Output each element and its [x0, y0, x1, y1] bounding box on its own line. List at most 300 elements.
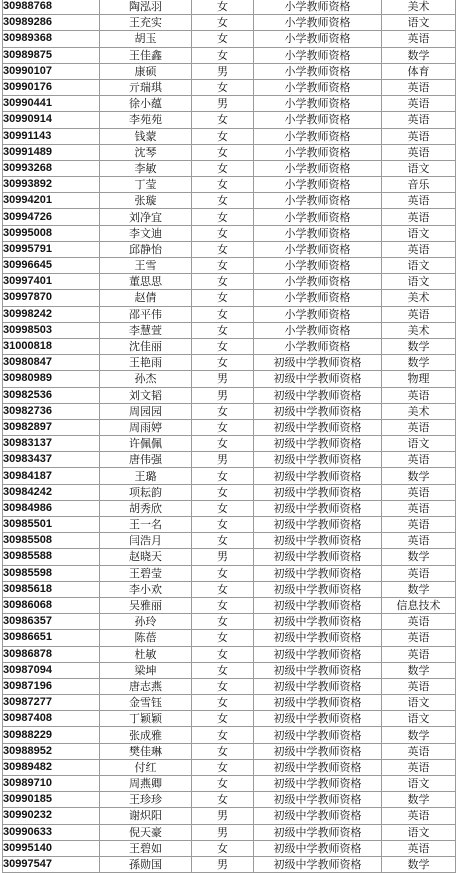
subject-cell: 英语 [382, 306, 456, 322]
table-row [3, 144, 456, 160]
certificate-type-cell: 小学教师资格 [254, 96, 382, 112]
table-row [3, 47, 456, 63]
candidate-id-cell: 30989710 [3, 776, 100, 792]
table-row [3, 160, 456, 176]
certificate-type-cell: 初级中学教师资格 [254, 355, 382, 371]
candidate-name-cell: 钱蒙 [100, 128, 192, 144]
candidate-name-cell: 张成雅 [100, 727, 192, 743]
candidate-name-cell: 王佳鑫 [100, 47, 192, 63]
table-row [3, 856, 456, 872]
gender-cell: 女 [192, 112, 254, 128]
candidate-name-cell: 唐伟强 [100, 452, 192, 468]
subject-cell: 英语 [382, 112, 456, 128]
candidate-id-cell: 30990232 [3, 808, 100, 824]
gender-cell: 女 [192, 678, 254, 694]
certificate-type-cell: 小学教师资格 [254, 306, 382, 322]
candidate-id-cell: 30989368 [3, 31, 100, 47]
certificate-type-cell: 初级中学教师资格 [254, 630, 382, 646]
table-row [3, 662, 456, 678]
table-row [3, 112, 456, 128]
gender-cell: 男 [192, 63, 254, 79]
certificate-type-cell: 小学教师资格 [254, 160, 382, 176]
candidate-name-cell: 丁颖颖 [100, 711, 192, 727]
subject-cell: 英语 [382, 646, 456, 662]
table-row [3, 840, 456, 856]
candidate-id-cell: 30983437 [3, 452, 100, 468]
table-row [3, 630, 456, 646]
candidate-id-cell: 30980989 [3, 371, 100, 387]
certificate-type-cell: 初级中学教师资格 [254, 678, 382, 694]
candidate-name-cell: 吴雅丽 [100, 597, 192, 613]
subject-cell: 英语 [382, 678, 456, 694]
table-row [3, 225, 456, 241]
subject-cell: 语文 [382, 695, 456, 711]
certificate-type-cell: 小学教师资格 [254, 144, 382, 160]
certificate-type-cell: 小学教师资格 [254, 338, 382, 354]
certificate-type-cell: 小学教师资格 [254, 290, 382, 306]
subject-cell: 美术 [382, 403, 456, 419]
candidate-id-cell: 30986068 [3, 597, 100, 613]
gender-cell: 女 [192, 792, 254, 808]
gender-cell: 男 [192, 549, 254, 565]
gender-cell: 女 [192, 776, 254, 792]
subject-cell: 英语 [382, 808, 456, 824]
certificate-type-cell: 小学教师资格 [254, 0, 382, 15]
candidate-name-cell: 陶泓羽 [100, 0, 192, 15]
table-row [3, 31, 456, 47]
candidate-name-cell: 邵平伟 [100, 306, 192, 322]
subject-cell: 英语 [382, 533, 456, 549]
candidate-id-cell: 31000818 [3, 338, 100, 354]
candidate-id-cell: 30990633 [3, 824, 100, 840]
certificate-type-cell: 初级中学教师资格 [254, 403, 382, 419]
candidate-id-cell: 30990441 [3, 96, 100, 112]
candidate-id-cell: 30986878 [3, 646, 100, 662]
certificate-type-cell: 初级中学教师资格 [254, 856, 382, 872]
gender-cell: 女 [192, 614, 254, 630]
candidate-name-cell: 樊佳琳 [100, 743, 192, 759]
gender-cell: 女 [192, 225, 254, 241]
candidate-name-cell: 丁莹 [100, 177, 192, 193]
table-row [3, 500, 456, 516]
table-row [3, 759, 456, 775]
table-row [3, 743, 456, 759]
gender-cell: 女 [192, 581, 254, 597]
gender-cell: 女 [192, 436, 254, 452]
certificate-type-cell: 初级中学教师资格 [254, 436, 382, 452]
gender-cell: 女 [192, 355, 254, 371]
table-row [3, 468, 456, 484]
gender-cell: 女 [192, 500, 254, 516]
certificate-type-cell: 初级中学教师资格 [254, 840, 382, 856]
certificate-type-cell: 小学教师资格 [254, 15, 382, 31]
subject-cell: 数学 [382, 549, 456, 565]
candidate-name-cell: 胡玉 [100, 31, 192, 47]
table-row [3, 0, 456, 15]
table-row [3, 193, 456, 209]
subject-cell: 数学 [382, 662, 456, 678]
subject-cell: 数学 [382, 792, 456, 808]
subject-cell: 语文 [382, 776, 456, 792]
candidate-name-cell: 金雪钰 [100, 695, 192, 711]
candidate-name-cell: 付红 [100, 759, 192, 775]
candidate-table [2, 0, 456, 873]
certificate-type-cell: 小学教师资格 [254, 274, 382, 290]
gender-cell: 女 [192, 144, 254, 160]
candidate-name-cell: 李慧萱 [100, 322, 192, 338]
gender-cell: 女 [192, 177, 254, 193]
table-row [3, 128, 456, 144]
candidate-name-cell: 徐小蕴 [100, 96, 192, 112]
subject-cell: 英语 [382, 517, 456, 533]
table-row [3, 824, 456, 840]
candidate-name-cell: 赵晓天 [100, 549, 192, 565]
candidate-name-cell: 康硕 [100, 63, 192, 79]
candidate-id-cell: 30982897 [3, 419, 100, 435]
candidate-id-cell: 30994201 [3, 193, 100, 209]
candidate-name-cell: 唐志燕 [100, 678, 192, 694]
table-row [3, 274, 456, 290]
candidate-id-cell: 30987094 [3, 662, 100, 678]
certificate-type-cell: 小学教师资格 [254, 209, 382, 225]
gender-cell: 女 [192, 727, 254, 743]
gender-cell: 女 [192, 517, 254, 533]
gender-cell: 女 [192, 15, 254, 31]
candidate-id-cell: 30996645 [3, 258, 100, 274]
subject-cell: 英语 [382, 452, 456, 468]
candidate-name-cell: 沈佳丽 [100, 338, 192, 354]
candidate-name-cell: 邱静怡 [100, 241, 192, 257]
table-row [3, 808, 456, 824]
certificate-type-cell: 初级中学教师资格 [254, 743, 382, 759]
table-row [3, 96, 456, 112]
gender-cell: 女 [192, 290, 254, 306]
subject-cell: 英语 [382, 387, 456, 403]
candidate-id-cell: 30985618 [3, 581, 100, 597]
subject-cell: 英语 [382, 128, 456, 144]
candidate-id-cell: 30993892 [3, 177, 100, 193]
gender-cell: 女 [192, 128, 254, 144]
candidate-name-cell: 陈蓓 [100, 630, 192, 646]
certificate-type-cell: 小学教师资格 [254, 31, 382, 47]
subject-cell: 英语 [382, 484, 456, 500]
candidate-table-body [3, 0, 456, 873]
candidate-id-cell: 30990185 [3, 792, 100, 808]
certificate-type-cell: 初级中学教师资格 [254, 581, 382, 597]
candidate-name-cell: 王雪 [100, 258, 192, 274]
certificate-type-cell: 初级中学教师资格 [254, 776, 382, 792]
candidate-id-cell: 30984187 [3, 468, 100, 484]
certificate-type-cell: 初级中学教师资格 [254, 517, 382, 533]
candidate-id-cell: 30985501 [3, 517, 100, 533]
table-row [3, 549, 456, 565]
candidate-name-cell: 李小欢 [100, 581, 192, 597]
gender-cell: 女 [192, 743, 254, 759]
subject-cell: 语文 [382, 711, 456, 727]
certificate-type-cell: 初级中学教师资格 [254, 614, 382, 630]
gender-cell: 女 [192, 274, 254, 290]
table-row [3, 79, 456, 95]
certificate-type-cell: 小学教师资格 [254, 112, 382, 128]
subject-cell: 英语 [382, 630, 456, 646]
table-row [3, 15, 456, 31]
candidate-id-cell: 30980847 [3, 355, 100, 371]
subject-cell: 美术 [382, 322, 456, 338]
candidate-name-cell: 闫浩月 [100, 533, 192, 549]
table-row [3, 646, 456, 662]
gender-cell: 男 [192, 452, 254, 468]
gender-cell: 女 [192, 646, 254, 662]
subject-cell: 英语 [382, 241, 456, 257]
gender-cell: 女 [192, 258, 254, 274]
certificate-type-cell: 小学教师资格 [254, 47, 382, 63]
gender-cell: 男 [192, 856, 254, 872]
candidate-id-cell: 30991489 [3, 144, 100, 160]
gender-cell: 女 [192, 597, 254, 613]
subject-cell: 数学 [382, 355, 456, 371]
subject-cell: 英语 [382, 209, 456, 225]
certificate-type-cell: 初级中学教师资格 [254, 695, 382, 711]
candidate-name-cell: 胡秀欣 [100, 500, 192, 516]
certificate-type-cell: 初级中学教师资格 [254, 727, 382, 743]
subject-cell: 英语 [382, 193, 456, 209]
certificate-type-cell: 小学教师资格 [254, 193, 382, 209]
candidate-name-cell: 许佩佩 [100, 436, 192, 452]
candidate-id-cell: 30990107 [3, 63, 100, 79]
certificate-type-cell: 初级中学教师资格 [254, 759, 382, 775]
candidate-name-cell: 李敏 [100, 160, 192, 176]
subject-cell: 信息技术 [382, 597, 456, 613]
certificate-type-cell: 初级中学教师资格 [254, 646, 382, 662]
subject-cell: 英语 [382, 79, 456, 95]
subject-cell: 数学 [382, 856, 456, 872]
candidate-id-cell: 30988768 [3, 0, 100, 15]
candidate-name-cell: 倪天豪 [100, 824, 192, 840]
gender-cell: 女 [192, 484, 254, 500]
candidate-id-cell: 30987408 [3, 711, 100, 727]
table-row [3, 241, 456, 257]
candidate-id-cell: 30990176 [3, 79, 100, 95]
subject-cell: 数学 [382, 468, 456, 484]
gender-cell: 女 [192, 468, 254, 484]
subject-cell: 英语 [382, 614, 456, 630]
candidate-id-cell: 30985508 [3, 533, 100, 549]
certificate-type-cell: 初级中学教师资格 [254, 662, 382, 678]
gender-cell: 女 [192, 160, 254, 176]
candidate-name-cell: 王艳雨 [100, 355, 192, 371]
candidate-id-cell: 30997401 [3, 274, 100, 290]
table-row [3, 565, 456, 581]
candidate-name-cell: 谢炽阳 [100, 808, 192, 824]
certificate-type-cell: 初级中学教师资格 [254, 792, 382, 808]
candidate-name-cell: 李苑苑 [100, 112, 192, 128]
certificate-type-cell: 初级中学教师资格 [254, 808, 382, 824]
subject-cell: 语文 [382, 225, 456, 241]
candidate-id-cell: 30983137 [3, 436, 100, 452]
certificate-type-cell: 初级中学教师资格 [254, 824, 382, 840]
certificate-type-cell: 初级中学教师资格 [254, 500, 382, 516]
gender-cell: 女 [192, 565, 254, 581]
gender-cell: 男 [192, 824, 254, 840]
table-row [3, 711, 456, 727]
gender-cell: 女 [192, 759, 254, 775]
candidate-id-cell: 30988229 [3, 727, 100, 743]
gender-cell: 女 [192, 0, 254, 15]
table-row [3, 258, 456, 274]
table-row [3, 581, 456, 597]
candidate-id-cell: 30987277 [3, 695, 100, 711]
candidate-name-cell: 周燕卿 [100, 776, 192, 792]
subject-cell: 语文 [382, 824, 456, 840]
candidate-id-cell: 30989482 [3, 759, 100, 775]
gender-cell: 女 [192, 695, 254, 711]
certificate-type-cell: 初级中学教师资格 [254, 371, 382, 387]
candidate-name-cell: 沈琴 [100, 144, 192, 160]
table-row [3, 614, 456, 630]
certificate-type-cell: 初级中学教师资格 [254, 533, 382, 549]
candidate-id-cell: 30991143 [3, 128, 100, 144]
table-row [3, 419, 456, 435]
table-row [3, 177, 456, 193]
table-row [3, 290, 456, 306]
certificate-type-cell: 初级中学教师资格 [254, 452, 382, 468]
candidate-id-cell: 30998242 [3, 306, 100, 322]
candidate-id-cell: 30987196 [3, 678, 100, 694]
candidate-id-cell: 30993268 [3, 160, 100, 176]
subject-cell: 英语 [382, 31, 456, 47]
subject-cell: 数学 [382, 581, 456, 597]
certificate-type-cell: 小学教师资格 [254, 322, 382, 338]
candidate-id-cell: 30995791 [3, 241, 100, 257]
gender-cell: 女 [192, 840, 254, 856]
table-row [3, 63, 456, 79]
candidate-name-cell: 周园园 [100, 403, 192, 419]
gender-cell: 女 [192, 193, 254, 209]
certificate-type-cell: 小学教师资格 [254, 79, 382, 95]
certificate-type-cell: 初级中学教师资格 [254, 597, 382, 613]
candidate-id-cell: 30988952 [3, 743, 100, 759]
candidate-name-cell: 亓瑞琪 [100, 79, 192, 95]
gender-cell: 男 [192, 387, 254, 403]
table-row [3, 371, 456, 387]
subject-cell: 英语 [382, 144, 456, 160]
table-row [3, 306, 456, 322]
gender-cell: 女 [192, 241, 254, 257]
table-row [3, 776, 456, 792]
subject-cell: 音乐 [382, 177, 456, 193]
candidate-name-cell: 孫勋国 [100, 856, 192, 872]
table-row [3, 209, 456, 225]
gender-cell: 女 [192, 630, 254, 646]
certificate-type-cell: 小学教师资格 [254, 128, 382, 144]
table-row [3, 387, 456, 403]
certificate-type-cell: 初级中学教师资格 [254, 549, 382, 565]
candidate-name-cell: 王一名 [100, 517, 192, 533]
subject-cell: 英语 [382, 565, 456, 581]
gender-cell: 女 [192, 322, 254, 338]
candidate-name-cell: 王充实 [100, 15, 192, 31]
gender-cell: 女 [192, 533, 254, 549]
table-row [3, 338, 456, 354]
candidate-name-cell: 周雨婷 [100, 419, 192, 435]
subject-cell: 英语 [382, 840, 456, 856]
candidate-id-cell: 30995008 [3, 225, 100, 241]
gender-cell: 男 [192, 808, 254, 824]
certificate-type-cell: 小学教师资格 [254, 241, 382, 257]
candidate-name-cell: 张璇 [100, 193, 192, 209]
subject-cell: 体育 [382, 63, 456, 79]
table-row [3, 436, 456, 452]
candidate-name-cell: 董思思 [100, 274, 192, 290]
subject-cell: 物理 [382, 371, 456, 387]
gender-cell: 男 [192, 371, 254, 387]
candidate-name-cell: 刘文韬 [100, 387, 192, 403]
table-row [3, 792, 456, 808]
gender-cell: 女 [192, 47, 254, 63]
certificate-type-cell: 初级中学教师资格 [254, 711, 382, 727]
candidate-name-cell: 杜敏 [100, 646, 192, 662]
subject-cell: 英语 [382, 419, 456, 435]
certificate-type-cell: 初级中学教师资格 [254, 468, 382, 484]
table-row [3, 597, 456, 613]
table-row [3, 695, 456, 711]
subject-cell: 英语 [382, 759, 456, 775]
candidate-id-cell: 30986357 [3, 614, 100, 630]
table-row [3, 484, 456, 500]
candidate-id-cell: 30989286 [3, 15, 100, 31]
table-row [3, 678, 456, 694]
candidate-id-cell: 30990914 [3, 112, 100, 128]
candidate-id-cell: 30982536 [3, 387, 100, 403]
gender-cell: 女 [192, 338, 254, 354]
subject-cell: 英语 [382, 500, 456, 516]
candidate-id-cell: 30984986 [3, 500, 100, 516]
certificate-type-cell: 小学教师资格 [254, 63, 382, 79]
table-row [3, 403, 456, 419]
candidate-id-cell: 30998503 [3, 322, 100, 338]
candidate-name-cell: 王碧如 [100, 840, 192, 856]
candidate-name-cell: 刘净宜 [100, 209, 192, 225]
gender-cell: 女 [192, 403, 254, 419]
subject-cell: 语文 [382, 15, 456, 31]
table-row [3, 533, 456, 549]
candidate-name-cell: 赵倩 [100, 290, 192, 306]
candidate-id-cell: 30994726 [3, 209, 100, 225]
candidate-id-cell: 30995140 [3, 840, 100, 856]
candidate-name-cell: 王璐 [100, 468, 192, 484]
gender-cell: 女 [192, 306, 254, 322]
gender-cell: 女 [192, 419, 254, 435]
candidate-id-cell: 30989875 [3, 47, 100, 63]
candidate-name-cell: 王珍珍 [100, 792, 192, 808]
subject-cell: 语文 [382, 274, 456, 290]
certificate-type-cell: 初级中学教师资格 [254, 565, 382, 581]
certificate-type-cell: 小学教师资格 [254, 177, 382, 193]
candidate-name-cell: 孙玲 [100, 614, 192, 630]
subject-cell: 数学 [382, 47, 456, 63]
gender-cell: 女 [192, 79, 254, 95]
candidate-id-cell: 30984242 [3, 484, 100, 500]
certificate-type-cell: 初级中学教师资格 [254, 387, 382, 403]
subject-cell: 美术 [382, 290, 456, 306]
candidate-id-cell: 30997547 [3, 856, 100, 872]
table-row [3, 452, 456, 468]
gender-cell: 男 [192, 96, 254, 112]
candidate-id-cell: 30985588 [3, 549, 100, 565]
candidate-id-cell: 30985598 [3, 565, 100, 581]
certificate-type-cell: 小学教师资格 [254, 225, 382, 241]
subject-cell: 英语 [382, 96, 456, 112]
